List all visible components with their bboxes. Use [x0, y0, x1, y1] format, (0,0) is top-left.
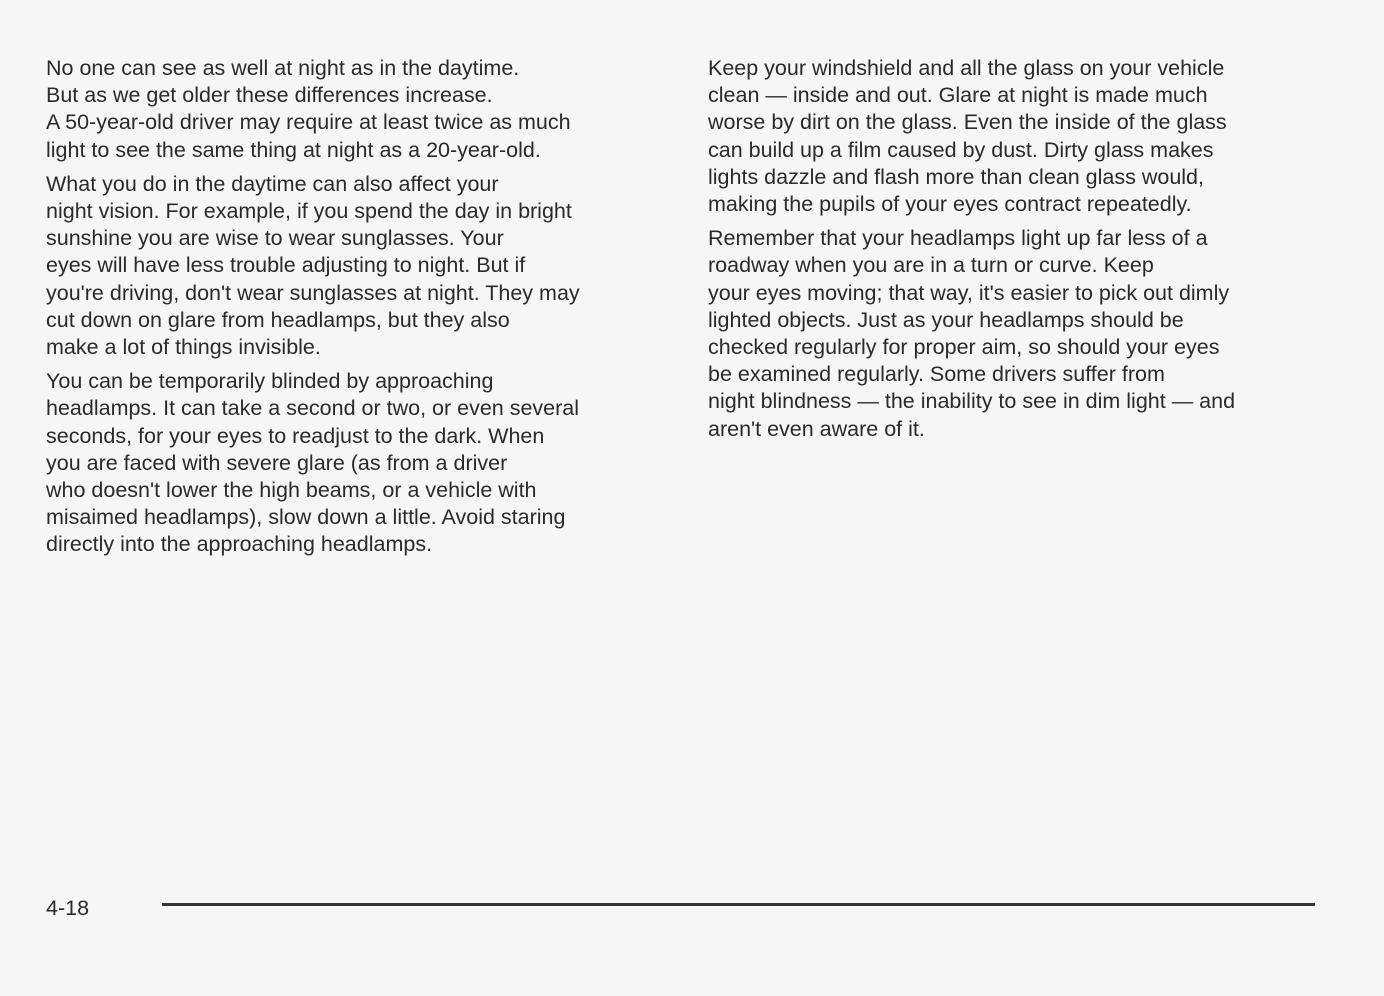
text-line: light to see the same thing at night as a 20-year-old.	[46, 137, 541, 162]
text-line: can build up a film caused by dust. Dirty glass makes	[708, 137, 1214, 162]
text-line: Keep your windshield and all the glass on your vehicle	[708, 56, 1225, 80]
text-line: eyes will have less trouble adjusting to night. But if	[46, 253, 526, 278]
paragraph-clean-glass	[708, 55, 1348, 218]
text-line: roadway when you are in a turn or curve. Keep	[708, 253, 1154, 278]
text-line: directly into the approaching headlamps.	[46, 532, 433, 557]
text-line: making the pupils of your eyes contract repeatedly.	[708, 192, 1192, 217]
text-line: sunshine you are wise to wear sunglasses. Your	[46, 226, 504, 251]
text-line: misaimed headlamps), slow down a little. Avoid staring	[46, 505, 566, 530]
text-line: You can be temporarily blinded by approaching	[46, 369, 494, 394]
page-number: 4-18	[46, 896, 90, 920]
text-line: night vision. For example, if you spend the day in bright	[46, 199, 572, 224]
paragraph-daytime-affect	[46, 171, 686, 361]
text-line: But as we get older these differences increase.	[46, 83, 493, 108]
left-column	[46, 55, 686, 559]
paragraph-glare-blinding	[46, 368, 686, 558]
text-line: worse by dirt on the glass. Even the inside of the glass	[708, 110, 1227, 135]
paragraph-night-vision-age	[46, 55, 686, 164]
text-line: Remember that your headlamps light up far less of a	[708, 226, 1208, 251]
text-line: be examined regularly. Some drivers suffer from	[708, 362, 1165, 387]
footer-rule	[162, 903, 1315, 906]
text-line: cut down on glare from headlamps, but they also	[46, 307, 510, 332]
text-line: seconds, for your eyes to readjust to the dark. When	[46, 423, 545, 448]
right-column	[708, 55, 1348, 443]
text-line: lights dazzle and flash more than clean glass would,	[708, 164, 1204, 189]
text-line: you are faced with severe glare (as from a driver	[46, 450, 508, 475]
text-line: No one can see as well at night as in the daytime.	[46, 56, 520, 80]
text-line: lighted objects. Just as your headlamps should be	[708, 307, 1184, 332]
text-line: headlamps. It can take a second or two, or even several	[46, 396, 580, 421]
text-line: aren't even aware of it.	[708, 416, 925, 441]
text-line: night blindness — the inability to see in dim light — and	[708, 389, 1236, 414]
text-line: A 50-year-old driver may require at least twice as much	[46, 110, 571, 135]
text-line: you're driving, don't wear sunglasses at night. They may	[46, 280, 580, 305]
paragraph-headlamps-curve	[708, 225, 1348, 443]
text-line: clean — inside and out. Glare at night is made much	[708, 83, 1208, 108]
text-line: make a lot of things invisible.	[46, 335, 321, 360]
text-line: checked regularly for proper aim, so should your eyes	[708, 335, 1220, 360]
text-line: your eyes moving; that way, it's easier to pick out dimly	[708, 280, 1230, 305]
text-line: What you do in the daytime can also affect your	[46, 171, 499, 196]
text-line: who doesn't lower the high beams, or a vehicle with	[46, 478, 537, 503]
